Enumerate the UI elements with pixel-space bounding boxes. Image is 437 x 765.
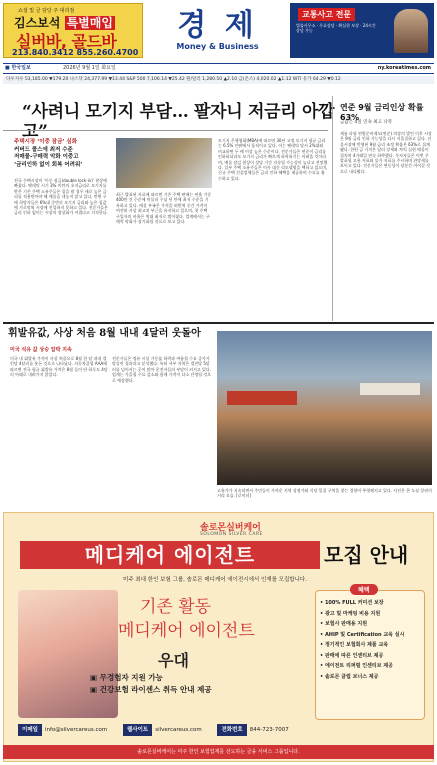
subhead-4: ‘금리인하 없이 회복 어려워’ — [14, 161, 83, 168]
article2-headline[interactable]: 휘발유값, 사상 처음 8월 내내 4달러 웃돌아 — [8, 328, 201, 339]
awning-red — [227, 391, 297, 405]
benefit-text: 광고 및 마케팅 비용 지원 — [324, 610, 381, 617]
ad-logo: 솔로몬실버케어 — [200, 523, 261, 533]
main-text-col3: 모기지 은행협회(MBA)에 따르면 30년 고정 모기지 평균 금리는 6.5% 안팎에서 움직이고 있다. 이는 팬데믹 당시 2%대와 비교하면 두 배 이상 높은 수준이다. 전문가들은 연준이 금리를 인하하더라도 모기지 금리가 빠르게 하락하기는 어려울 것이라며, 매물 잠김 현상이 상당 기간 지속될 가능성이 높다고 전망했다. 일부 주택 소유주들은 이사 대신 리모델링을 택하고 있으며, 신규 주택 건설업체들은 금리 인하 혜택을 제공하며 수요를 흡수하고 있다. — [218, 138, 328, 181]
masthead — [150, 10, 285, 51]
benefit-item: • 판매에 따른 인센티브 제공 — [320, 652, 384, 659]
ad-bullets — [90, 672, 212, 696]
article2-text-col2: 전문가들은 정유 시설 가동률 하락과 여름철 수요 증가가 맞물린 결과라고 분석했다. 특히 서부 지역은 갤런당 5달러를 넘어서는 곳이 많아 운전자들의 부담이 커지고 있다. 업계는 가을철 수요 감소와 함께 가격이 다소 안정될 것으로 예상했다. — [112, 356, 212, 383]
benefit-item: • 솔로몬 클럽 보너스 제공 — [320, 673, 379, 680]
ad-bullet-text: 무경험자 지원 가능 — [99, 673, 163, 682]
sidebar-text: 제롬 파월 연방준비제도(연준) 의장의 발언 이후 시장은 9월 금리 인하 가능성을 다시 저울질하고 있다. 선물시장에 반영된 9월 금리 조정 확률은 63%로 집계됐다. 한편 금 가격은 달러 강세와 차익 실현 매물이 겹치며 4거래일 연속 하락했다. 투자자들은 이번 주 발표될 고용 지표와 물가 지표를 주시하며 관망세를 보이고 있다. 전문가들은 변동성이 당분간 이어질 것으로 내다봤다. — [340, 131, 432, 174]
ad-h2: 메디케어 에이전트 — [118, 621, 255, 641]
benefit-text: 100% FULL 커미션 보장 — [324, 600, 384, 606]
article2-subhead: 미국 석유 값 상승 압박 지속 — [10, 347, 72, 353]
ad-contact-bar — [18, 724, 422, 736]
site-link[interactable]: ny.koreatimes.com — [377, 65, 431, 71]
ad-left-badge: 특별매입 — [66, 16, 113, 30]
ad-h3: 우대 — [158, 651, 189, 670]
lawyer-photo — [394, 9, 428, 53]
benefit-text: 보험사 판매용 지원 — [324, 621, 368, 627]
main-text-col2: 최근 발표된 자료에 따르면 기존 주택 판매는 연율 기준 400만 건 수준에 머물러 수십 년 만에 최저 수준을 기록하고 있다. 매물 부족은 가격을 떠받쳐 중간 가격이 여전히 사상 최고치 부근을 유지하고 있으며, 첫 주택 구입자의 비율은 역대 최저로 떨어졌다. 업계에서는 구매력 악화가 장기화될 것으로 보고 있다. — [116, 192, 212, 225]
header-ad-left[interactable] — [3, 3, 143, 58]
issue-date: 2026년 9월 1일 화요일 — [63, 65, 116, 71]
awning-white — [360, 383, 420, 395]
main-subheads — [14, 139, 110, 169]
benefits-title: 혜택 — [350, 584, 378, 595]
subhead-1: 주택시장 ‘이중 잠금’ 심화 — [14, 139, 78, 145]
ad-left-line1: 쇼셜 및 금 담당 주 대리점 — [18, 8, 75, 14]
main-headline[interactable]: “사려니 모기지 부담… 팔자니 저금리 아깝고” — [22, 102, 335, 142]
ad-bullet-text: 건강보험 라이센스 취득 안내 제공 — [99, 685, 212, 694]
subhead-2: 커버드 콜스에 최저 수준 — [14, 146, 73, 153]
phone-link[interactable]: 844-723-7007 — [249, 727, 289, 733]
house-photo — [116, 138, 212, 188]
divider — [3, 322, 434, 324]
phone-label: 전화번호 — [217, 724, 246, 736]
benefit-item: • 정기적인 보험회사 제품 교육 — [320, 642, 389, 648]
benefit-text: 판매에 따른 인센티브 제공 — [324, 652, 384, 659]
article2-text-col1: 미국 내 휘발유 가격이 사상 처음으로 8월 한 달 내내 갤런당 4달러를 웃돈 것으로 나타났다. 자동차클럽 AAA에 따르면 전국 평균 휘발유 가격은 8월 들어 단 하루도 4달러 아래로 내려가지 않았다. — [10, 356, 108, 378]
market-ticker: 다우지수 53,185.00 ▼179.20 나스닥 24,377.99 ▼13.44 S&P 500 7,106.14 ▼25.42 원/달러 1,280.50 ▲2.10 금(온스) 4,020.02 ▲1.12 WTI 유가 64.29 ▼0.12 — [3, 76, 434, 84]
website-label: 웹사이트 — [123, 724, 152, 736]
ad-footer: 솔로몬실버케어는 미주 한인 보험업계를 선도하는 금융 서비스 그룹입니다. — [3, 745, 434, 759]
photo-caption: 고유가가 지속되면서 주민들이 가까운 지역 상점가와 식당 밀집 구역을 찾는 경향이 뚜렷해지고 있다. 사진은 한 도심 상권의 거리 모습. [로이터] — [217, 488, 432, 499]
benefit-item: • 광고 및 마케팅 비용 지원 — [320, 610, 381, 617]
benefit-item: • AHIP 및 Certification 교육 실시 — [320, 631, 405, 638]
ad-bullet-2: ▣ 건강보험 라이센스 취득 안내 제공 — [90, 685, 212, 694]
divider — [3, 130, 328, 131]
benefit-item: • 에이전트 리퍼럴 인센티브 제공 — [320, 663, 393, 669]
ad-title2: 모집 안내 — [324, 543, 409, 567]
ad-h1: 기존 활동 — [140, 597, 212, 617]
newspaper-logo[interactable]: ■ 한국일보 — [5, 65, 31, 71]
benefit-text: 솔로몬 클럽 보너스 제공 — [324, 673, 379, 680]
sidebar-subhead: 금값은 4일 연속 최고 낙폭 — [340, 120, 393, 125]
ad-intro: 미주 최대 한인 보험 그룹, 솔로몬 메디케어 에이전시에서 인재를 모집합니다. — [123, 577, 307, 583]
ad-left-line3: 실버바, 골드바 — [16, 32, 117, 51]
benefit-text: 에이전트 리퍼럴 인센티브 제공 — [324, 663, 393, 669]
header-ad-right[interactable] — [290, 3, 434, 58]
brand-bar — [3, 63, 434, 74]
ad-right-text: 법률사무소 · 무료상담 · 확실한 보상 · 24시간 상담 가능 — [296, 23, 376, 33]
benefit-text: 정기적인 보험회사 제품 교육 — [324, 642, 389, 648]
ad-right-badge: 교통사고 전문 — [298, 8, 355, 21]
section-title: 경 제 — [177, 8, 258, 43]
ad-bullet-1: ▣ 무경험자 지원 가능 — [90, 673, 163, 682]
sidebar-headline[interactable]: 연준 9월 금리인상 확률 63% — [340, 103, 424, 122]
ad-model-photo — [18, 590, 118, 718]
ad-left-name: 김스보석 — [14, 16, 61, 30]
benefits-list — [320, 598, 422, 682]
subhead-3: 저매물-구매력 악화 이중고 — [14, 154, 79, 160]
ad-logo-en: SOLOMON SILVER CARE — [200, 532, 263, 537]
benefit-item: • 100% FULL 커미션 보장 — [320, 600, 384, 606]
benefit-text: AHIP 및 Certification 교육 실시 — [324, 631, 405, 638]
main-text-col1: 전국 주택시장이 ‘이중 잠금(double lock-in)’ 현상에 빠졌다. 팬데믹 시기 3% 미만의 초저금리로 모기지를 받은 기존 주택 소유주들은 집을 팔 경우 새로 높은 금리를 적용받아야 해 매물을 내놓지 않고 있다. 반면 구매 희망자들은 6%대 중반의 모기지 금리와 높은 집값에 가로막혀 시장에 진입하지 못하고 있다. 전문가들은 금리 인하 없이는 시장의 정상화가 어렵다고 지적한다. — [14, 178, 108, 216]
ad-title: 메디케어 에이전트 — [20, 541, 320, 569]
column-divider — [332, 96, 333, 321]
email-link[interactable]: info@silvercareus.com — [44, 727, 108, 733]
website-link[interactable]: silvercareus.com — [155, 727, 202, 733]
section-subtitle: Money & Business — [176, 42, 259, 51]
email-label: 이메일 — [18, 724, 42, 736]
street-photo — [217, 331, 432, 485]
benefit-item: • 보험사 판매용 지원 — [320, 621, 368, 627]
ad-left-phone: 213.840.3412 855.260.4700 — [12, 48, 139, 57]
